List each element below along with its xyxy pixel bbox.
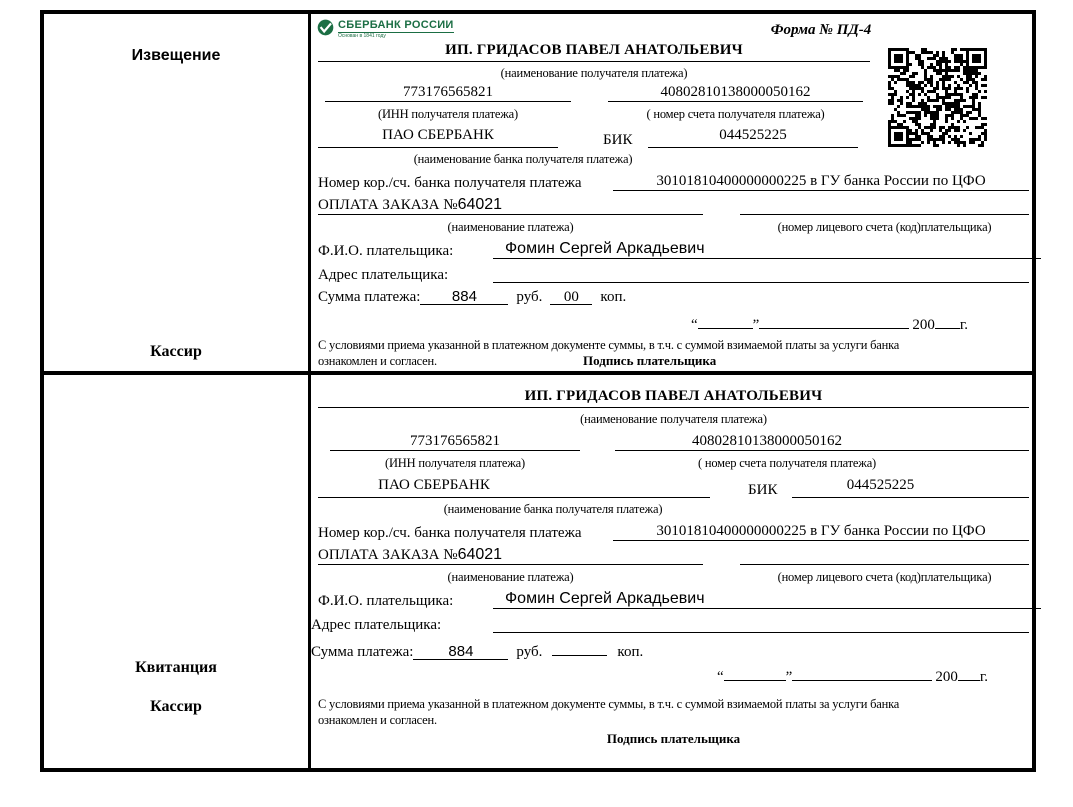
receipt-form-area [311, 375, 1032, 768]
signature-caption: Подпись плательщика [583, 353, 717, 368]
bank-name-text: ПАО СБЕРБАНК [378, 477, 490, 493]
section-label-notice: Извещение [131, 47, 221, 64]
date-month-blank [792, 664, 932, 681]
recipient-caption: (наименование получателя платежа) [580, 412, 767, 426]
sberbank-logo [317, 19, 454, 41]
payment-name-caption: (наименование платежа) [447, 220, 574, 234]
bik-caption: БИК [748, 482, 778, 498]
quote-open: “ [691, 317, 698, 333]
bank-brand-name: СБЕРБАНК РОССИИ [338, 19, 454, 31]
bik-caption: БИК [603, 132, 633, 148]
bank-name-value [318, 476, 710, 498]
date-row [691, 312, 968, 334]
payer-address-blank [493, 616, 1029, 633]
order-number: 64021 [457, 546, 503, 563]
sum-kop-value: 00 [550, 288, 592, 305]
payer-fio-caption: Ф.И.О. плательщика: [318, 243, 454, 259]
account-value [615, 432, 1029, 451]
bank-name-caption: (наименование банка получателя платежа) [443, 502, 663, 516]
date-row [717, 664, 988, 686]
account-caption: ( номер счета получателя платежа) [697, 456, 877, 470]
inn-caption: (ИНН получателя платежа) [385, 456, 525, 470]
personal-code-caption: (номер лицевого счета (код)плательщика) [777, 220, 992, 234]
personal-code-blank [740, 196, 1029, 215]
account-value-text: 40802810138000050162 [692, 433, 842, 449]
payment-sum-row [311, 639, 643, 661]
year-prefix: 200 [935, 669, 958, 685]
notice-left-column [44, 14, 311, 371]
sum-kop-value [552, 639, 607, 656]
payment-name-caption: (наименование платежа) [447, 570, 574, 584]
inn-value: 773176565821 [330, 432, 580, 451]
year-prefix: 200 [912, 317, 935, 333]
bik-value [792, 476, 1029, 498]
rub-caption: руб. [516, 644, 543, 660]
inn-value: 773176565821 [325, 83, 571, 102]
payer-fio-caption: Ф.И.О. плательщика: [318, 593, 454, 609]
sum-rub-value: 884 [420, 288, 508, 305]
bik-value: 044525225 [648, 126, 858, 148]
payer-address-caption: Адрес плательщика: [311, 617, 442, 633]
sberbank-emblem-icon [317, 19, 334, 41]
recipient-caption: (наименование получателя платежа) [500, 66, 688, 80]
payer-address-blank [493, 266, 1029, 283]
corr-account-caption: Номер кор./сч. банка получателя платежа [318, 175, 582, 191]
receipt-left-column [44, 375, 311, 768]
quote-open: “ [717, 669, 724, 685]
order-number: 64021 [457, 196, 503, 213]
payer-address-caption: Адрес плательщика: [318, 267, 449, 283]
corr-account-value: 30101810400000000225 в ГУ банка России по ЦФО [613, 172, 1029, 191]
rub-caption: руб. [516, 289, 543, 305]
personal-code-blank [740, 546, 1029, 565]
account-value: 40802810138000050162 [608, 83, 863, 102]
pd4-document [40, 10, 1036, 772]
bank-name-value: ПАО СБЕРБАНК [318, 126, 558, 148]
payer-fio-value: Фомин Сергей Аркадьевич [493, 590, 1041, 609]
year-blank [958, 664, 980, 681]
notice-form-area [311, 14, 1032, 371]
date-day-blank [724, 664, 786, 681]
payer-fio-value: Фомин Сергей Аркадьевич [493, 240, 1041, 259]
cashier-label: Кассир [150, 343, 202, 360]
date-day-blank [698, 312, 753, 329]
inn-caption: (ИНН получателя платежа) [378, 107, 518, 121]
sberbank-logo-text [338, 19, 454, 39]
sum-caption: Сумма платежа: [311, 644, 414, 660]
year-suffix: г. [979, 669, 989, 685]
year-suffix: г. [959, 317, 969, 333]
account-caption: ( номер счета получателя платежа) [646, 107, 825, 121]
kop-caption: коп. [617, 644, 644, 660]
bank-brand-tagline: Основан в 1841 году [338, 33, 386, 39]
date-month-blank [759, 312, 909, 329]
corr-account-caption: Номер кор./сч. банка получателя платежа [318, 525, 582, 541]
agreement-line2: ознакомлен и согласен. [318, 354, 437, 368]
qr-code [888, 48, 987, 147]
bank-name-caption: (наименование банка получателя платежа) [413, 152, 633, 166]
kop-caption: коп. [600, 289, 627, 305]
section-notice [44, 14, 1032, 375]
order-prefix: ОПЛАТА ЗАКАЗА № [318, 197, 458, 213]
signature-caption: Подпись плательщика [606, 731, 741, 746]
section-label-receipt: Квитанция [135, 659, 217, 676]
order-prefix: ОПЛАТА ЗАКАЗА № [318, 547, 458, 563]
cashier-label: Кассир [150, 698, 202, 715]
year-blank [935, 312, 960, 329]
payment-purpose [318, 196, 703, 215]
payment-sum-row [318, 288, 626, 306]
section-receipt [44, 375, 1032, 768]
agreement-line1: С условиями приема указанной в платежном документе суммы, в т.ч. с суммой взимаемой платы за услуги банка [318, 338, 900, 352]
sum-rub-value: 884 [413, 643, 508, 660]
recipient-title: ИП. ГРИДАСОВ ПАВЕЛ АНАТОЛЬЕВИЧ [318, 388, 1029, 408]
corr-account-value: 30101810400000000225 в ГУ банка России по ЦФО [613, 522, 1029, 541]
sum-caption: Сумма платежа: [318, 289, 421, 305]
agreement-line1: С условиями приема указанной в платежном документе суммы, в т.ч. с суммой взимаемой платы за услуги банка [318, 697, 900, 711]
form-number: Форма № ПД-4 [770, 22, 872, 38]
agreement-line2: ознакомлен и согласен. [318, 713, 437, 727]
quote-close: ” [752, 317, 760, 333]
personal-code-caption: (номер лицевого счета (код)плательщика) [777, 570, 992, 584]
payment-purpose [318, 546, 703, 565]
quote-close: ” [785, 669, 793, 685]
bik-value-text: 044525225 [846, 477, 915, 493]
recipient-title: ИП. ГРИДАСОВ ПАВЕЛ АНАТОЛЬЕВИЧ [318, 42, 870, 62]
